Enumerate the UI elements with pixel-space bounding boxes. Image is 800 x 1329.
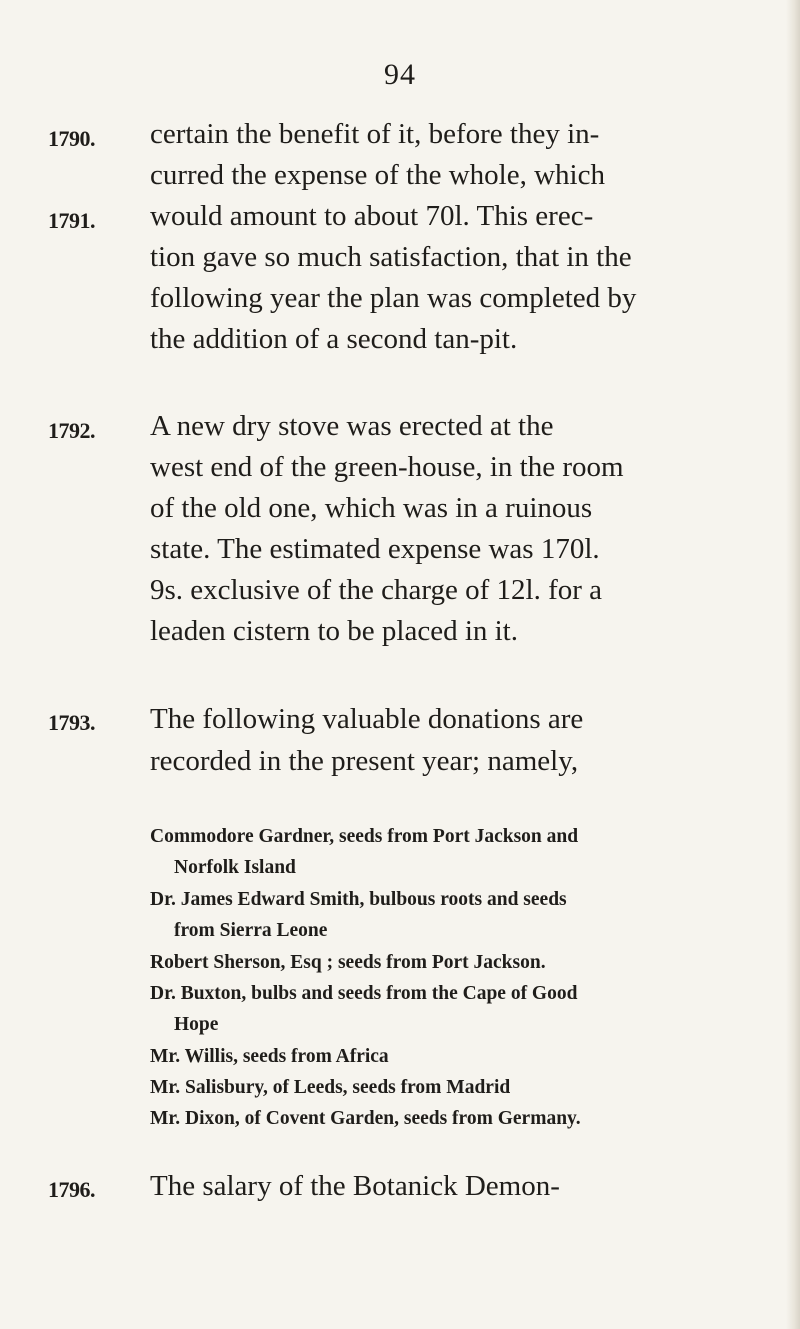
- text-line: A new dry stove was erected at the: [150, 410, 554, 442]
- text-line: state. The estimated expense was 170l.: [150, 533, 600, 565]
- page-number: 94: [384, 58, 416, 91]
- text-line: west end of the green-house, in the room: [150, 451, 624, 483]
- text-line: The salary of the Botanick Demon-: [150, 1170, 560, 1202]
- list-item: Dr. James Edward Smith, bulbous roots and seeds: [150, 889, 567, 910]
- year-label-1791: 1791.: [48, 208, 95, 233]
- list-item: Robert Sherson, Esq ; seeds from Port Jackson.: [150, 952, 546, 973]
- text-line: certain the benefit of it, before they in-: [150, 118, 600, 150]
- year-label-1792: 1792.: [48, 418, 95, 443]
- text-line: following year the plan was completed by: [150, 282, 637, 314]
- text-line: tion gave so much satisfaction, that in the: [150, 241, 632, 273]
- year-label-1790: 1790.: [48, 126, 95, 151]
- list-item: from Sierra Leone: [174, 920, 328, 941]
- list-item: Commodore Gardner, seeds from Port Jackson and: [150, 826, 579, 847]
- text-line: The following valuable donations are: [150, 703, 584, 735]
- list-item: Dr. Buxton, bulbs and seeds from the Cape of Good: [150, 983, 578, 1004]
- list-item: Hope: [174, 1014, 219, 1035]
- list-item: Mr. Salisbury, of Leeds, seeds from Madrid: [150, 1077, 511, 1098]
- list-item: Norfolk Island: [174, 857, 296, 878]
- page-edge: [786, 0, 800, 1329]
- year-label-1796: 1796.: [48, 1177, 95, 1202]
- text-line: recorded in the present year; namely,: [150, 745, 579, 777]
- text-line: leaden cistern to be placed in it.: [150, 615, 518, 647]
- text-line: curred the expense of the whole, which: [150, 159, 605, 191]
- text-line: the addition of a second tan-pit.: [150, 323, 518, 355]
- list-item: Mr. Dixon, of Covent Garden, seeds from Germany.: [150, 1108, 581, 1129]
- text-line: 9s. exclusive of the charge of 12l. for a: [150, 574, 603, 606]
- list-item: Mr. Willis, seeds from Africa: [150, 1046, 389, 1067]
- text-line: of the old one, which was in a ruinous: [150, 492, 593, 524]
- year-label-1793: 1793.: [48, 710, 95, 735]
- text-line: would amount to about 70l. This erec-: [150, 200, 594, 232]
